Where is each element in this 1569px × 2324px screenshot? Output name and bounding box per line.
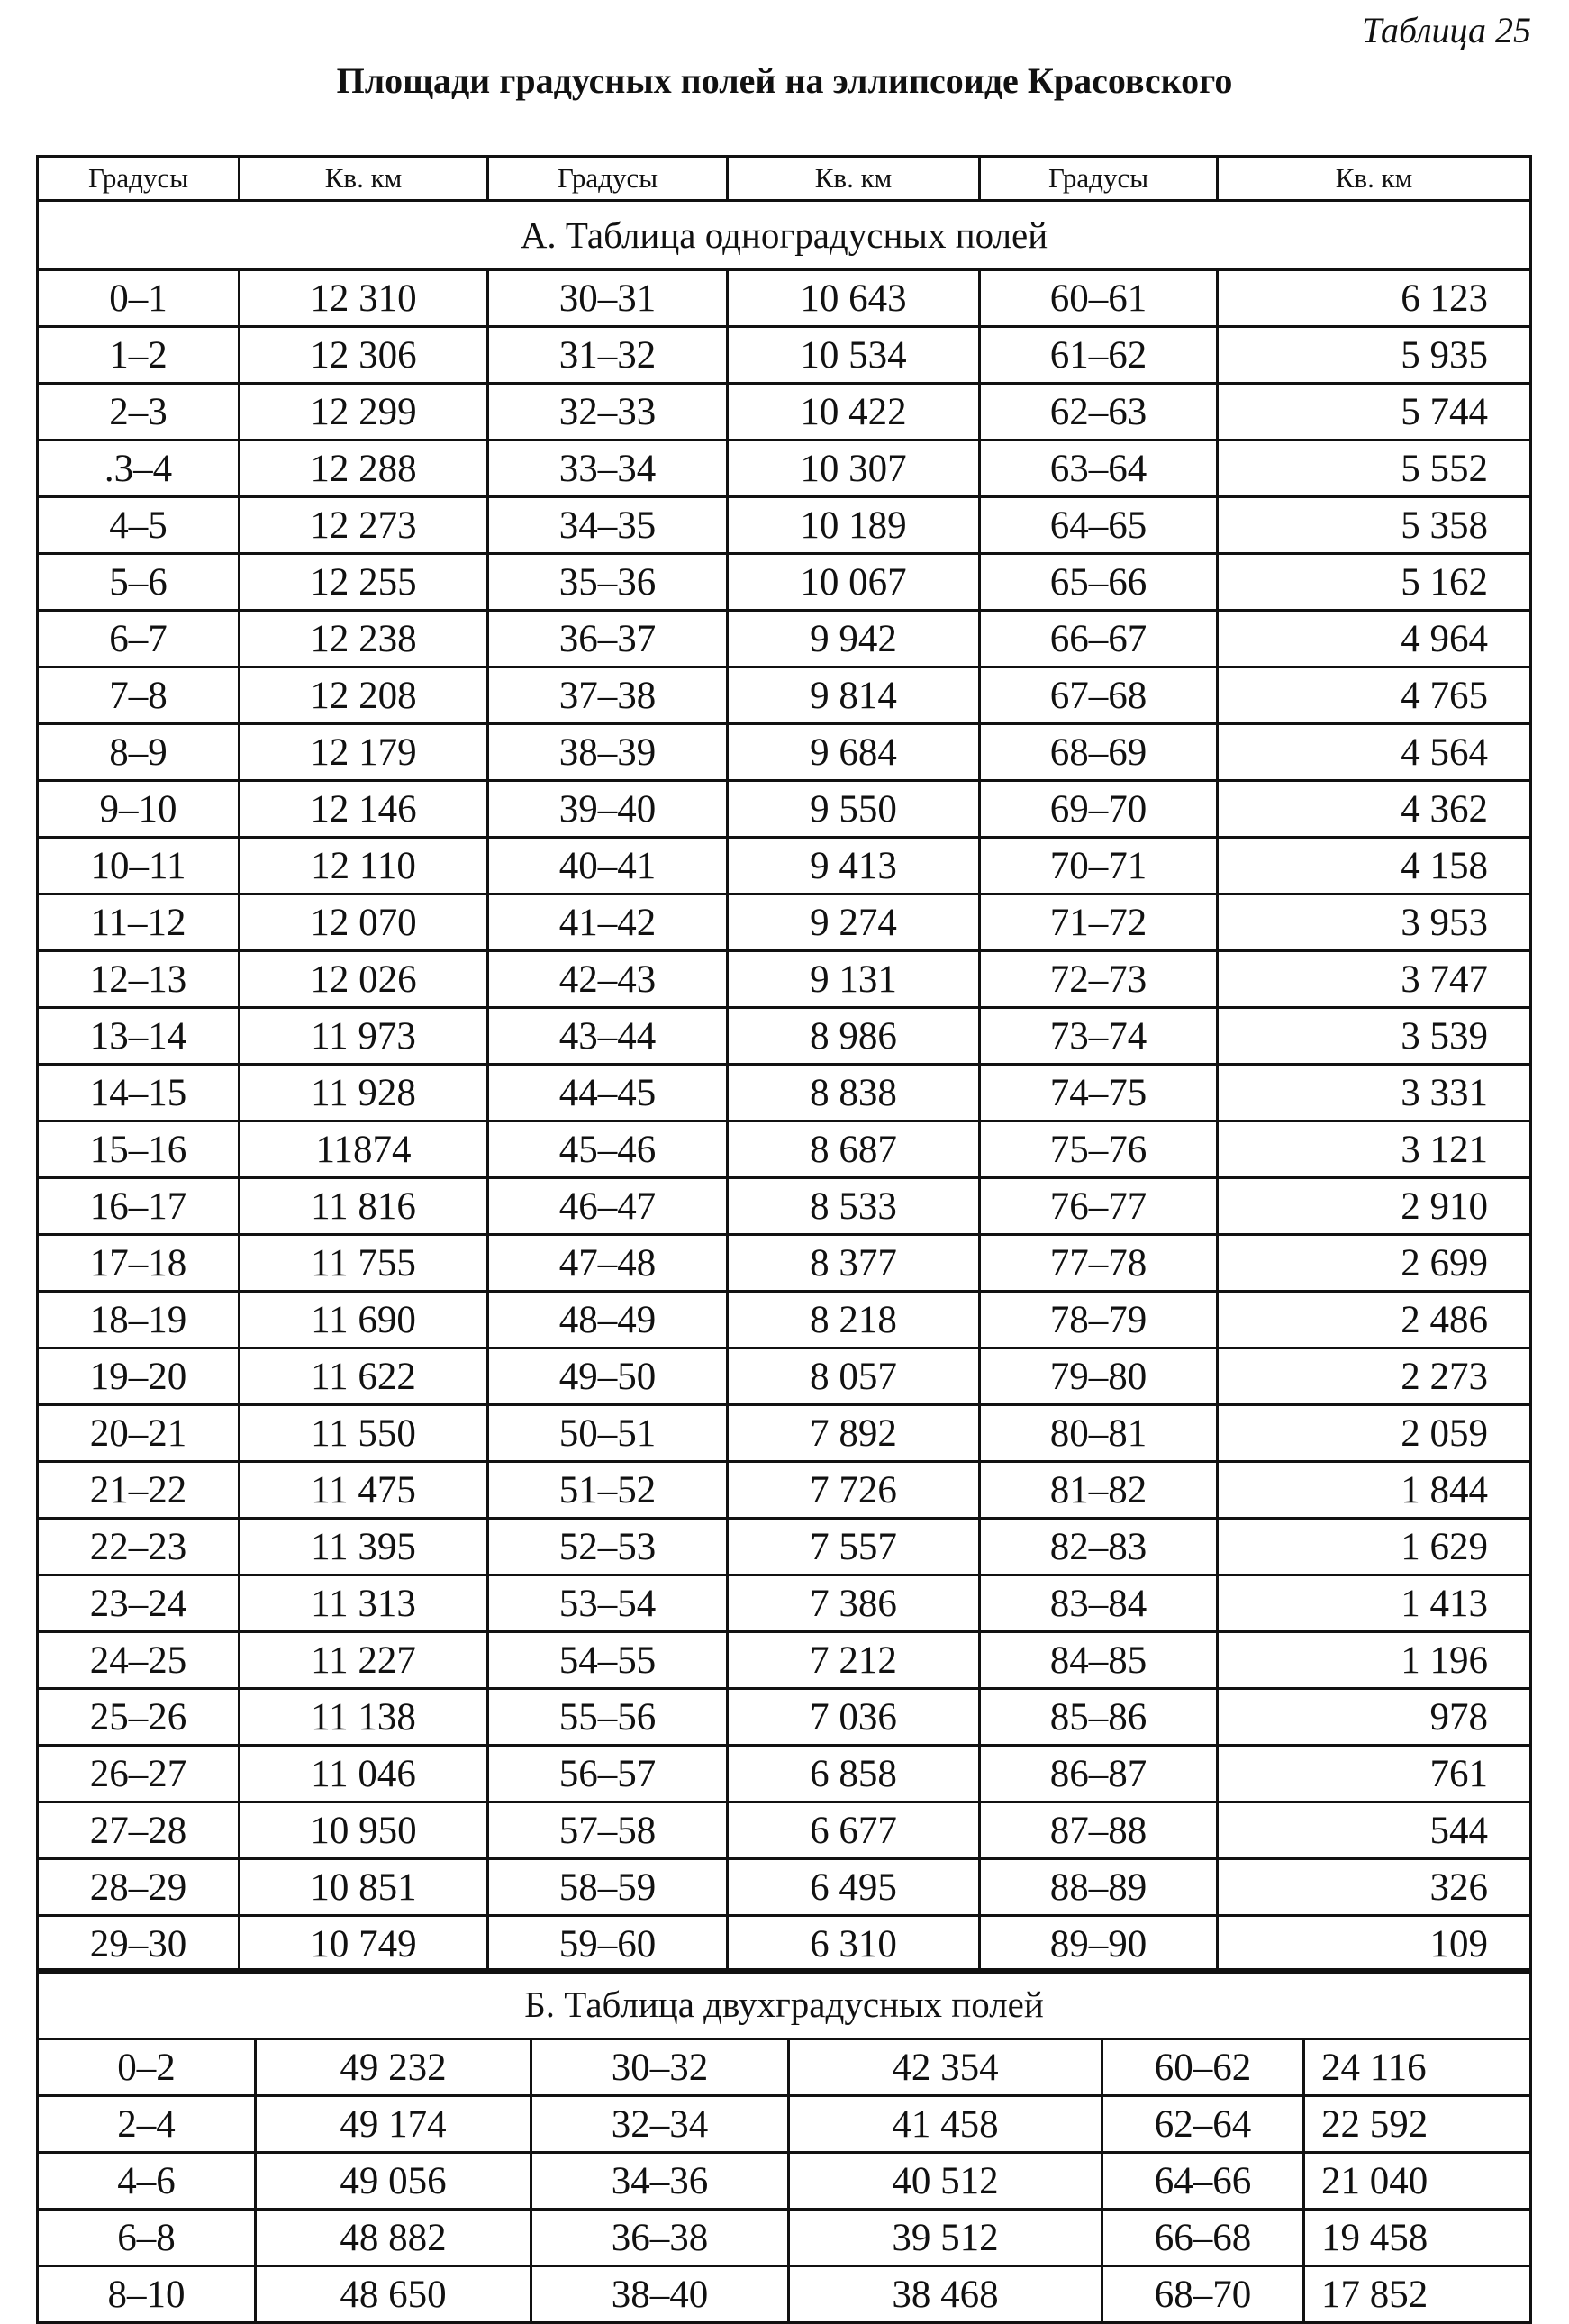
degrees-cell: 26–27 xyxy=(38,1746,240,1802)
degrees-cell: 24–25 xyxy=(38,1632,240,1689)
area-cell: 7 726 xyxy=(728,1462,980,1519)
area-cell: 9 131 xyxy=(728,951,980,1008)
degrees-cell: 7–8 xyxy=(38,667,240,724)
area-cell: 3 747 xyxy=(1218,951,1531,1008)
area-cell: 10 067 xyxy=(728,554,980,611)
degrees-cell: 69–70 xyxy=(980,781,1218,838)
area-cell: 2 059 xyxy=(1218,1405,1531,1462)
area-cell: 10 643 xyxy=(728,270,980,327)
area-cell: 6 677 xyxy=(728,1802,980,1859)
area-cell: 3 331 xyxy=(1218,1065,1531,1121)
area-cell: 4 158 xyxy=(1218,838,1531,894)
degrees-cell: 65–66 xyxy=(980,554,1218,611)
area-cell: 11 395 xyxy=(240,1519,488,1575)
area-cell: 1 196 xyxy=(1218,1632,1531,1689)
table-row xyxy=(38,1575,1531,1632)
header-area-1: Кв. км xyxy=(240,157,488,201)
area-cell: 9 274 xyxy=(728,894,980,951)
area-cell: 38 468 xyxy=(789,2266,1102,2323)
area-cell: 12 255 xyxy=(240,554,488,611)
degrees-cell: 86–87 xyxy=(980,1746,1218,1802)
area-cell: 544 xyxy=(1218,1802,1531,1859)
table-row xyxy=(38,2210,1531,2266)
table-row xyxy=(38,1235,1531,1292)
area-cell: 39 512 xyxy=(789,2210,1102,2266)
area-cell: 109 xyxy=(1218,1916,1531,1973)
degrees-cell: 70–71 xyxy=(980,838,1218,894)
degrees-cell: 51–52 xyxy=(488,1462,728,1519)
area-cell: 49 232 xyxy=(256,2039,531,2096)
area-cell: 326 xyxy=(1218,1859,1531,1916)
degrees-cell: 74–75 xyxy=(980,1065,1218,1121)
area-cell: 11 816 xyxy=(240,1178,488,1235)
area-cell: 42 354 xyxy=(789,2039,1102,2096)
area-cell: 1 413 xyxy=(1218,1575,1531,1632)
area-cell: 12 238 xyxy=(240,611,488,667)
table-row xyxy=(38,1802,1531,1859)
degrees-cell: .3–4 xyxy=(38,440,240,497)
table-row xyxy=(38,1859,1531,1916)
degrees-cell: 6–8 xyxy=(38,2210,256,2266)
degrees-cell: 30–31 xyxy=(488,270,728,327)
table-row xyxy=(38,2153,1531,2210)
two-degree-fields-table xyxy=(36,1968,1532,2324)
area-cell: 11 313 xyxy=(240,1575,488,1632)
degrees-cell: 60–62 xyxy=(1102,2039,1304,2096)
degrees-cell: 75–76 xyxy=(980,1121,1218,1178)
degrees-cell: 25–26 xyxy=(38,1689,240,1746)
header-degrees-3: Градусы xyxy=(980,157,1218,201)
area-cell: 978 xyxy=(1218,1689,1531,1746)
degrees-cell: 13–14 xyxy=(38,1008,240,1065)
area-cell: 12 070 xyxy=(240,894,488,951)
degrees-cell: 58–59 xyxy=(488,1859,728,1916)
area-cell: 2 910 xyxy=(1218,1178,1531,1235)
degrees-cell: 78–79 xyxy=(980,1292,1218,1348)
area-cell: 2 699 xyxy=(1218,1235,1531,1292)
degrees-cell: 82–83 xyxy=(980,1519,1218,1575)
degrees-cell: 29–30 xyxy=(38,1916,240,1973)
header-row xyxy=(38,157,1531,201)
degrees-cell: 2–3 xyxy=(38,384,240,440)
area-cell: 48 882 xyxy=(256,2210,531,2266)
area-cell: 49 174 xyxy=(256,2096,531,2153)
area-cell: 3 953 xyxy=(1218,894,1531,951)
area-cell: 1 844 xyxy=(1218,1462,1531,1519)
degrees-cell: 59–60 xyxy=(488,1916,728,1973)
area-cell: 19 458 xyxy=(1304,2210,1531,2266)
section-b-caption: Б. Таблица двухградусных полей xyxy=(38,1970,1531,2039)
degrees-cell: 84–85 xyxy=(980,1632,1218,1689)
degrees-cell: 52–53 xyxy=(488,1519,728,1575)
degrees-cell: 36–37 xyxy=(488,611,728,667)
table-row xyxy=(38,724,1531,781)
degrees-cell: 83–84 xyxy=(980,1575,1218,1632)
table-row xyxy=(38,1632,1531,1689)
header-degrees-1: Градусы xyxy=(38,157,240,201)
degrees-cell: 85–86 xyxy=(980,1689,1218,1746)
table-row xyxy=(38,1178,1531,1235)
area-cell: 5 552 xyxy=(1218,440,1531,497)
area-cell: 4 362 xyxy=(1218,781,1531,838)
table-row xyxy=(38,440,1531,497)
degrees-cell: 9–10 xyxy=(38,781,240,838)
table-number-label: Таблица 25 xyxy=(1362,10,1531,50)
table-row xyxy=(38,1916,1531,1973)
area-cell: 11 622 xyxy=(240,1348,488,1405)
area-cell: 11 475 xyxy=(240,1462,488,1519)
degrees-cell: 43–44 xyxy=(488,1008,728,1065)
area-cell: 3 121 xyxy=(1218,1121,1531,1178)
area-cell: 10 851 xyxy=(240,1859,488,1916)
header-area-2: Кв. км xyxy=(728,157,980,201)
degrees-cell: 50–51 xyxy=(488,1405,728,1462)
page-title: Площади градусных полей на эллипсоиде Красовского xyxy=(336,60,1233,101)
area-cell: 21 040 xyxy=(1304,2153,1531,2210)
degrees-cell: 48–49 xyxy=(488,1292,728,1348)
degrees-cell: 76–77 xyxy=(980,1178,1218,1235)
degrees-cell: 33–34 xyxy=(488,440,728,497)
degrees-cell: 15–16 xyxy=(38,1121,240,1178)
degrees-cell: 20–21 xyxy=(38,1405,240,1462)
table-row xyxy=(38,1746,1531,1802)
degrees-cell: 14–15 xyxy=(38,1065,240,1121)
area-cell: 11 928 xyxy=(240,1065,488,1121)
area-cell: 9 550 xyxy=(728,781,980,838)
degrees-cell: 6–7 xyxy=(38,611,240,667)
area-cell: 2 486 xyxy=(1218,1292,1531,1348)
area-cell: 12 110 xyxy=(240,838,488,894)
table-row xyxy=(38,667,1531,724)
area-cell: 8 687 xyxy=(728,1121,980,1178)
area-cell: 1 629 xyxy=(1218,1519,1531,1575)
degrees-cell: 0–2 xyxy=(38,2039,256,2096)
area-cell: 5 358 xyxy=(1218,497,1531,554)
degrees-cell: 64–65 xyxy=(980,497,1218,554)
degrees-cell: 4–6 xyxy=(38,2153,256,2210)
degrees-cell: 27–28 xyxy=(38,1802,240,1859)
table-row xyxy=(38,497,1531,554)
area-cell: 8 533 xyxy=(728,1178,980,1235)
degrees-cell: 38–40 xyxy=(531,2266,789,2323)
degrees-cell: 11–12 xyxy=(38,894,240,951)
degrees-cell: 63–64 xyxy=(980,440,1218,497)
degrees-cell: 5–6 xyxy=(38,554,240,611)
degrees-cell: 22–23 xyxy=(38,1519,240,1575)
table-row xyxy=(38,270,1531,327)
table-row xyxy=(38,1065,1531,1121)
degrees-cell: 39–40 xyxy=(488,781,728,838)
degrees-cell: 68–69 xyxy=(980,724,1218,781)
area-cell: 6 858 xyxy=(728,1746,980,1802)
degrees-cell: 61–62 xyxy=(980,327,1218,384)
degrees-cell: 16–17 xyxy=(38,1178,240,1235)
area-cell: 9 413 xyxy=(728,838,980,894)
area-cell: 5 162 xyxy=(1218,554,1531,611)
header-area-3: Кв. км xyxy=(1218,157,1531,201)
area-cell: 12 288 xyxy=(240,440,488,497)
degrees-cell: 53–54 xyxy=(488,1575,728,1632)
degrees-cell: 46–47 xyxy=(488,1178,728,1235)
area-cell: 7 386 xyxy=(728,1575,980,1632)
table-row xyxy=(38,2096,1531,2153)
area-cell: 11 690 xyxy=(240,1292,488,1348)
degrees-cell: 62–64 xyxy=(1102,2096,1304,2153)
area-cell: 11 138 xyxy=(240,1689,488,1746)
table-row xyxy=(38,951,1531,1008)
area-cell: 5 744 xyxy=(1218,384,1531,440)
table-row xyxy=(38,1405,1531,1462)
area-cell: 12 026 xyxy=(240,951,488,1008)
degrees-cell: 73–74 xyxy=(980,1008,1218,1065)
table-row xyxy=(38,1519,1531,1575)
degrees-cell: 44–45 xyxy=(488,1065,728,1121)
degrees-cell: 66–68 xyxy=(1102,2210,1304,2266)
degrees-cell: 28–29 xyxy=(38,1859,240,1916)
area-cell: 17 852 xyxy=(1304,2266,1531,2323)
table-row xyxy=(38,554,1531,611)
degrees-cell: 32–34 xyxy=(531,2096,789,2153)
area-cell: 11 755 xyxy=(240,1235,488,1292)
degrees-cell: 81–82 xyxy=(980,1462,1218,1519)
section-a-caption-row xyxy=(38,201,1531,270)
degrees-cell: 38–39 xyxy=(488,724,728,781)
area-cell: 48 650 xyxy=(256,2266,531,2323)
degrees-cell: 30–32 xyxy=(531,2039,789,2096)
degrees-cell: 19–20 xyxy=(38,1348,240,1405)
degrees-cell: 1–2 xyxy=(38,327,240,384)
degrees-cell: 62–63 xyxy=(980,384,1218,440)
degrees-cell: 34–35 xyxy=(488,497,728,554)
area-cell: 3 539 xyxy=(1218,1008,1531,1065)
area-cell: 10 950 xyxy=(240,1802,488,1859)
area-cell: 8 377 xyxy=(728,1235,980,1292)
area-cell: 7 036 xyxy=(728,1689,980,1746)
degrees-cell: 57–58 xyxy=(488,1802,728,1859)
area-cell: 10 307 xyxy=(728,440,980,497)
degrees-cell: 23–24 xyxy=(38,1575,240,1632)
table-row xyxy=(38,384,1531,440)
area-cell: 40 512 xyxy=(789,2153,1102,2210)
area-cell: 12 306 xyxy=(240,327,488,384)
area-cell: 10 749 xyxy=(240,1916,488,1973)
table-row xyxy=(38,838,1531,894)
table-row xyxy=(38,2266,1531,2323)
degrees-cell: 0–1 xyxy=(38,270,240,327)
degrees-cell: 2–4 xyxy=(38,2096,256,2153)
table-row xyxy=(38,327,1531,384)
area-cell: 8 838 xyxy=(728,1065,980,1121)
table-row xyxy=(38,894,1531,951)
area-cell: 49 056 xyxy=(256,2153,531,2210)
degrees-cell: 37–38 xyxy=(488,667,728,724)
area-cell: 12 273 xyxy=(240,497,488,554)
area-cell: 41 458 xyxy=(789,2096,1102,2153)
area-cell: 6 123 xyxy=(1218,270,1531,327)
area-cell: 11 973 xyxy=(240,1008,488,1065)
degrees-cell: 8–10 xyxy=(38,2266,256,2323)
degrees-cell: 18–19 xyxy=(38,1292,240,1348)
table-row xyxy=(38,611,1531,667)
degrees-cell: 34–36 xyxy=(531,2153,789,2210)
degrees-cell: 10–11 xyxy=(38,838,240,894)
degrees-cell: 17–18 xyxy=(38,1235,240,1292)
area-cell: 5 935 xyxy=(1218,327,1531,384)
area-cell: 8 057 xyxy=(728,1348,980,1405)
area-cell: 11874 xyxy=(240,1121,488,1178)
degrees-cell: 36–38 xyxy=(531,2210,789,2266)
area-cell: 7 557 xyxy=(728,1519,980,1575)
area-cell: 12 310 xyxy=(240,270,488,327)
area-cell: 11 227 xyxy=(240,1632,488,1689)
area-cell: 11 046 xyxy=(240,1746,488,1802)
table-row xyxy=(38,1008,1531,1065)
table-row xyxy=(38,1462,1531,1519)
degrees-cell: 68–70 xyxy=(1102,2266,1304,2323)
area-cell: 9 684 xyxy=(728,724,980,781)
table-row xyxy=(38,1689,1531,1746)
area-cell: 761 xyxy=(1218,1746,1531,1802)
degrees-cell: 47–48 xyxy=(488,1235,728,1292)
area-cell: 2 273 xyxy=(1218,1348,1531,1405)
area-cell: 7 212 xyxy=(728,1632,980,1689)
section-b-caption-row xyxy=(38,1970,1531,2039)
area-cell: 9 814 xyxy=(728,667,980,724)
degrees-cell: 8–9 xyxy=(38,724,240,781)
degrees-cell: 66–67 xyxy=(980,611,1218,667)
area-cell: 6 310 xyxy=(728,1916,980,1973)
degrees-cell: 87–88 xyxy=(980,1802,1218,1859)
area-cell: 6 495 xyxy=(728,1859,980,1916)
degrees-cell: 80–81 xyxy=(980,1405,1218,1462)
degrees-cell: 72–73 xyxy=(980,951,1218,1008)
area-cell: 8 986 xyxy=(728,1008,980,1065)
degrees-cell: 56–57 xyxy=(488,1746,728,1802)
area-cell: 8 218 xyxy=(728,1292,980,1348)
degrees-cell: 77–78 xyxy=(980,1235,1218,1292)
degrees-cell: 21–22 xyxy=(38,1462,240,1519)
degrees-cell: 40–41 xyxy=(488,838,728,894)
degrees-cell: 42–43 xyxy=(488,951,728,1008)
area-cell: 22 592 xyxy=(1304,2096,1531,2153)
area-cell: 12 179 xyxy=(240,724,488,781)
degrees-cell: 60–61 xyxy=(980,270,1218,327)
header-degrees-2: Градусы xyxy=(488,157,728,201)
one-degree-fields-table xyxy=(36,155,1532,1974)
degrees-cell: 35–36 xyxy=(488,554,728,611)
degrees-cell: 54–55 xyxy=(488,1632,728,1689)
table-row xyxy=(38,2039,1531,2096)
area-cell: 12 146 xyxy=(240,781,488,838)
degrees-cell: 89–90 xyxy=(980,1916,1218,1973)
area-cell: 4 564 xyxy=(1218,724,1531,781)
degrees-cell: 32–33 xyxy=(488,384,728,440)
area-cell: 11 550 xyxy=(240,1405,488,1462)
degrees-cell: 12–13 xyxy=(38,951,240,1008)
degrees-cell: 71–72 xyxy=(980,894,1218,951)
area-cell: 7 892 xyxy=(728,1405,980,1462)
area-cell: 24 116 xyxy=(1304,2039,1531,2096)
degrees-cell: 41–42 xyxy=(488,894,728,951)
area-cell: 10 422 xyxy=(728,384,980,440)
degrees-cell: 49–50 xyxy=(488,1348,728,1405)
area-cell: 10 189 xyxy=(728,497,980,554)
degrees-cell: 88–89 xyxy=(980,1859,1218,1916)
area-cell: 10 534 xyxy=(728,327,980,384)
table-row xyxy=(38,1121,1531,1178)
area-cell: 12 208 xyxy=(240,667,488,724)
degrees-cell: 4–5 xyxy=(38,497,240,554)
degrees-cell: 55–56 xyxy=(488,1689,728,1746)
area-cell: 4 765 xyxy=(1218,667,1531,724)
area-cell: 12 299 xyxy=(240,384,488,440)
degrees-cell: 64–66 xyxy=(1102,2153,1304,2210)
area-cell: 4 964 xyxy=(1218,611,1531,667)
degrees-cell: 31–32 xyxy=(488,327,728,384)
table-row xyxy=(38,781,1531,838)
degrees-cell: 67–68 xyxy=(980,667,1218,724)
area-cell: 9 942 xyxy=(728,611,980,667)
section-a-caption: А. Таблица одноградусных полей xyxy=(38,201,1531,270)
degrees-cell: 79–80 xyxy=(980,1348,1218,1405)
table-row xyxy=(38,1348,1531,1405)
table-row xyxy=(38,1292,1531,1348)
degrees-cell: 45–46 xyxy=(488,1121,728,1178)
